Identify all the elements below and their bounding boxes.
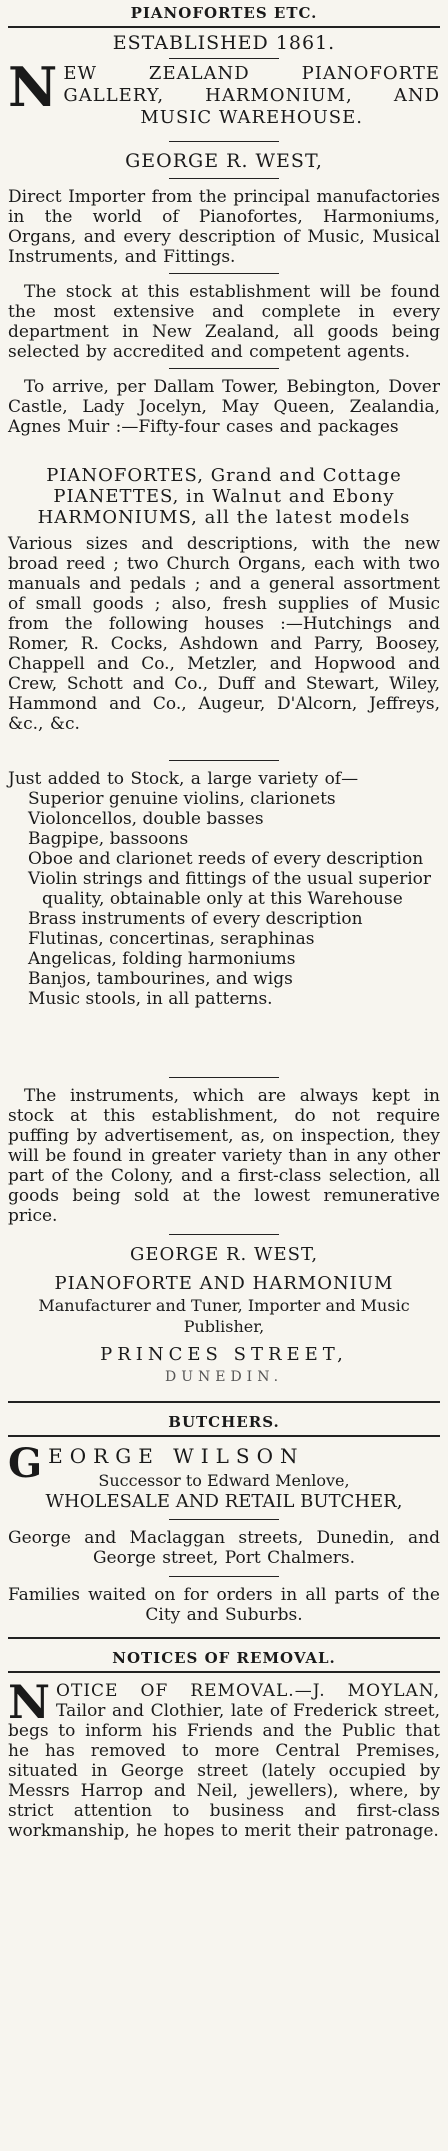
short-rule: [169, 1519, 279, 1520]
short-rule: [169, 1576, 279, 1577]
short-rule: [169, 58, 279, 59]
butcher-address: George and Maclaggan streets, Dunedin, and George street, Port Chalmers.: [8, 1528, 440, 1568]
signature-role: Manufacturer and Tuner, Importer and Music Publisher,: [38, 1296, 410, 1336]
removal-text: [8, 1681, 440, 1841]
removal-body: Tailor and Clothier, late of Frederick street, begs to inform his Friends and the Public that he has removed to more Central Premises, situated in George street (lately occupied by Messrs Harrop and Neil, jewellers), where, by strict attention to business and first-class workmanship, he hopes to merit their patronage.: [8, 1701, 440, 1841]
list-item: Superior genuine violins, clarionets: [28, 789, 336, 809]
section-title-removal: NOTICES OF REMOVAL.: [112, 1649, 336, 1667]
advert-title-text: EW ZEALAND PIANOFORTE GALLERY, HARMONIUM, AND MUSIC WAREHOUSE.: [63, 63, 440, 128]
line-pianofortes: PIANOFORTES, Grand and Cottage: [46, 465, 402, 486]
advert-butcher: [8, 1445, 440, 1625]
section-rule: [8, 1435, 440, 1437]
drop-cap: N: [8, 63, 58, 119]
section-rule: [8, 1637, 440, 1639]
list-item: Oboe and clarionet reeds of every description: [28, 849, 424, 869]
section-rule: [8, 1671, 440, 1673]
section-rule: [8, 26, 440, 28]
established-line: ESTABLISHED 1861.: [112, 32, 336, 54]
advert-removal: [8, 1681, 440, 1841]
butcher-trade: WHOLESALE AND RETAIL BUTCHER,: [45, 1491, 403, 1512]
short-rule: [169, 368, 279, 369]
goods-headlines: [8, 465, 440, 528]
line-harmoniums: HARMONIUMS, all the latest models: [37, 507, 411, 528]
list-item: Flutinas, concertinas, seraphinas: [28, 929, 315, 949]
drop-cap: N: [8, 1681, 51, 1729]
section-rule: [8, 1401, 440, 1403]
stock-items-list: [8, 789, 440, 1069]
list-item: Violoncellos, double basses: [28, 809, 264, 829]
signature-city: DUNEDIN.: [164, 1369, 284, 1385]
advert-music-warehouse: [8, 32, 440, 1389]
just-added-line: Just added to Stock, a large variety of—: [8, 769, 359, 789]
removal-lead: OTICE OF REMOVAL.—J. MOYLAN,: [56, 1681, 440, 1701]
signature-name: GEORGE R. WEST,: [129, 1244, 319, 1265]
list-item: Brass instruments of every description: [28, 909, 363, 929]
short-rule: [169, 1077, 279, 1078]
advert-title: [8, 63, 440, 133]
signature-block: [8, 1243, 440, 1389]
list-item: Music stools, in all patterns.: [28, 989, 273, 1009]
proprietor-name: GEORGE R. WEST,: [125, 150, 323, 172]
short-rule: [169, 273, 279, 274]
butcher-name-text: EORGE WILSON: [48, 1445, 305, 1468]
intro-paragraph: Direct Importer from the principal manufactories in the world of Pianofortes, Harmoniums, Organs, and every description of Music, Musical Instruments, and Fittings.: [8, 187, 440, 267]
list-item: Violin strings and fittings of the usual superior quality, obtainable only at this Warehouse: [28, 869, 432, 909]
short-rule: [169, 178, 279, 179]
various-paragraph: Various sizes and descriptions, with the new broad reed ; two Church Organs, each with two manuals and pedals ; and a general assortment of small goods ; also, fresh supplies of Music from the following houses :—Hutchings and Romer, R. Cocks, Ashdown and Parry, Boosey, Chappell and Co., Metzler, and Hopwood and Crew, Schott and Co., Duff and Stewart, Wiley, Hammond and Co., Augeur, D'Alcorn, Jeffreys, &c., &c.: [8, 534, 440, 734]
signature-street: PRINCES STREET,: [100, 1344, 348, 1365]
list-item: Bagpipe, bassoons: [28, 829, 189, 849]
butcher-successor: Successor to Edward Menlove,: [98, 1471, 350, 1490]
butcher-families: Families waited on for orders in all parts of the City and Suburbs.: [8, 1585, 440, 1625]
instruments-paragraph: The instruments, which are always kept in stock at this establishment, do not require puffing by advertisement, as, on inspection, they will be found in greater variety than in any other part of the Colony, and a first-class selection, all goods being sold at the lowest remunerative price.: [8, 1086, 440, 1226]
signature-trade: PIANOFORTE AND HARMONIUM: [54, 1273, 394, 1294]
stock-paragraph: The stock at this establishment will be found the most extensive and complete in every department in New Zealand, all goods being selected by accredited and competent agents.: [8, 282, 440, 362]
section-title-pianofortes: PIANOFORTES ETC.: [130, 4, 318, 22]
short-rule: [169, 760, 279, 761]
short-rule: [169, 141, 279, 142]
section-title-butchers: BUTCHERS.: [168, 1413, 280, 1431]
list-item: Angelicas, folding harmoniums: [28, 949, 296, 969]
short-rule: [169, 1234, 279, 1235]
list-item: Banjos, tambourines, and wigs: [28, 969, 293, 989]
arrivals-paragraph: To arrive, per Dallam Tower, Bebington, Dover Castle, Lady Jocelyn, May Queen, Zealandia, Agnes Muir :—Fifty-four cases and packages: [8, 377, 440, 437]
line-pianettes: PIANETTES, in Walnut and Ebony: [53, 486, 395, 507]
drop-cap: G: [8, 1445, 43, 1479]
